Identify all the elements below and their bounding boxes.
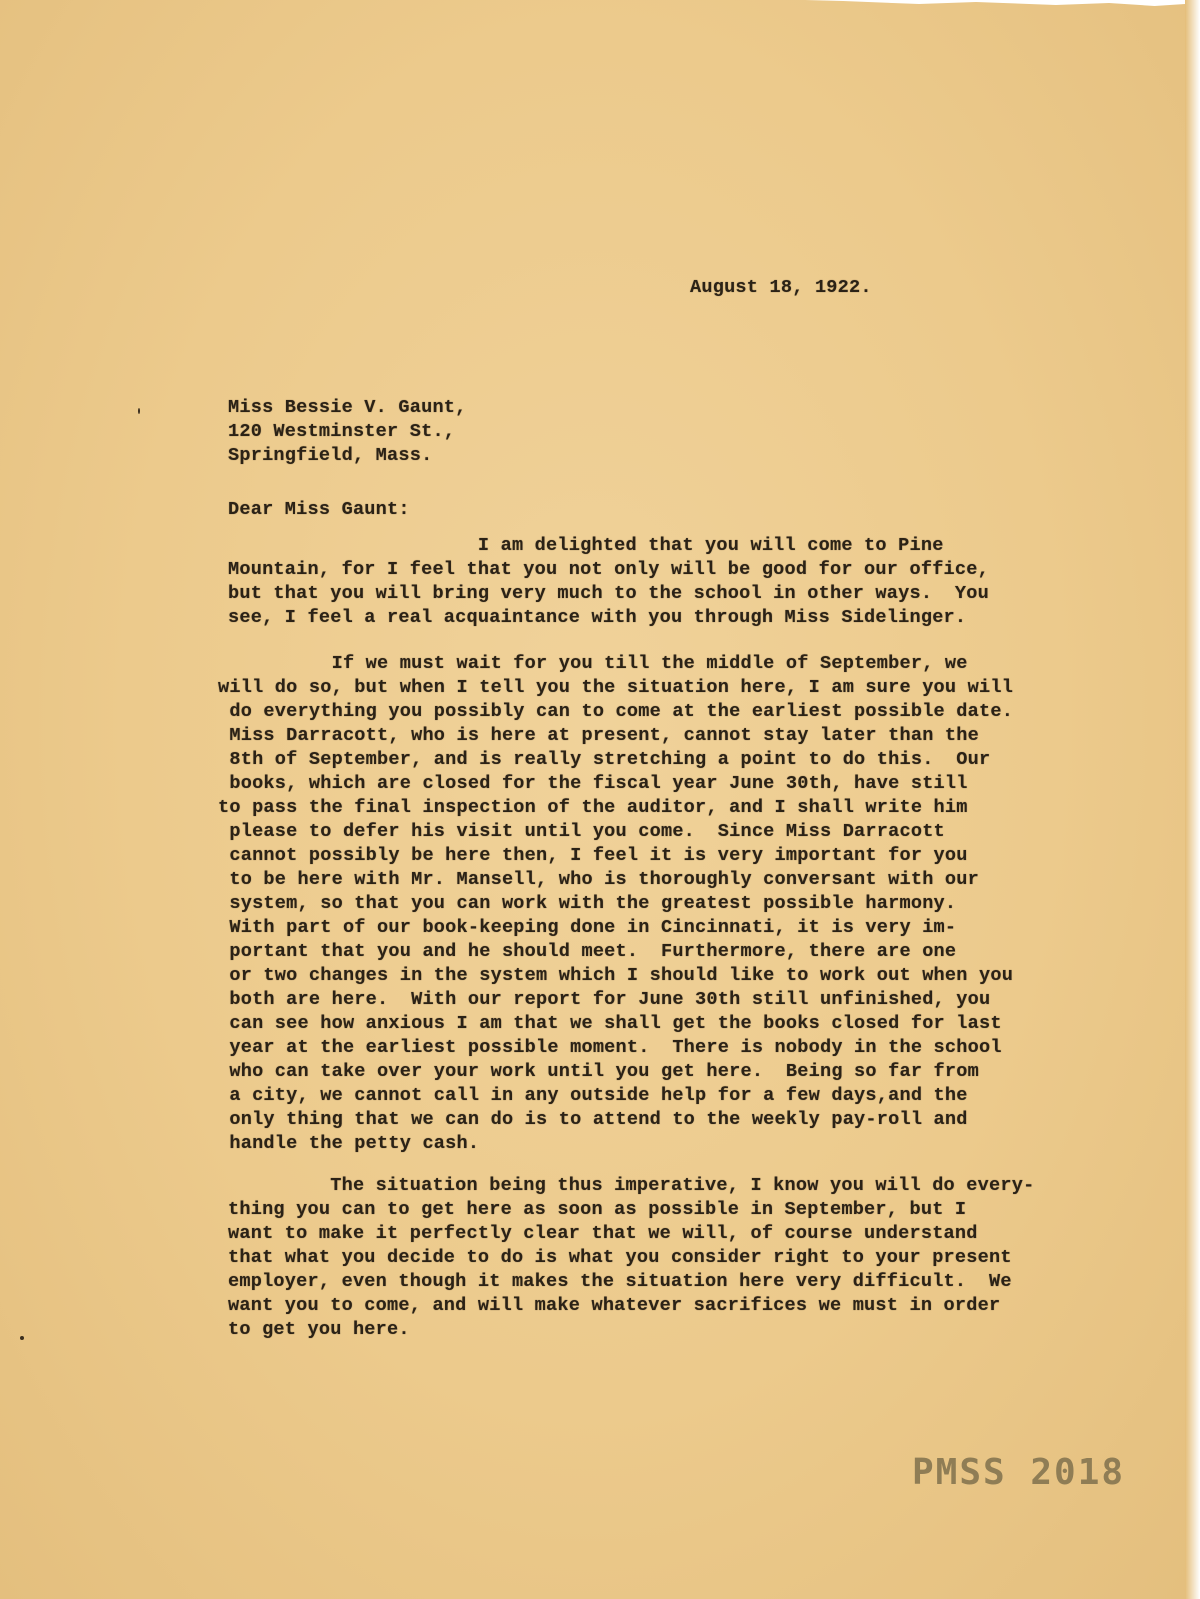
text-line: books, which are closed for the fiscal year June 30th, have still [218,773,968,794]
text-line: please to defer his visit until you come. Since Miss Darracott [218,821,945,842]
text-line: can see how anxious I am that we shall get the books closed for last [218,1013,1002,1034]
text-line: system, so that you can work with the greatest possible harmony. [218,893,957,914]
recipient-address [228,396,1185,468]
text-line: I am delighted that you will come to Pine [228,535,944,556]
text-line: but that you will bring very much to the school in other ways. You [228,583,989,604]
text-line: cannot possibly be here then, I feel it is very important for you [218,845,968,866]
text-line: thing you can to get here as soon as possible in September, but I [228,1199,967,1220]
text-line: to pass the final inspection of the auditor, and I shall write him [218,797,968,818]
text-line: If we must wait for you till the middle of September, we [218,653,968,674]
text-line: 8th of September, and is really stretching a point to do this. Our [218,749,991,770]
text-line: both are here. With our report for June 30th still unfinished, you [218,989,991,1010]
text-line: do everything you possibly can to come at the earliest possible date. [218,701,1014,722]
paragraph-1 [228,534,1185,630]
paper-speck [138,408,140,414]
text-line: want you to come, and will make whatever sacrifices we must in order [228,1295,1001,1316]
text-line: employer, even though it makes the situation here very difficult. We [228,1271,1012,1292]
text-line: With part of our book-keeping done in Cincinnati, it is very im- [218,917,957,938]
text-line: or two changes in the system which I should like to work out when you [218,965,1014,986]
text-line: Miss Darracott, who is here at present, cannot stay later than the [218,725,979,746]
paper-speck [20,1336,24,1340]
text-line: that what you decide to do is what you consider right to your present [228,1247,1012,1268]
paragraph-2 [218,652,1185,1156]
text-line: to get you here. [228,1319,410,1340]
archive-stamp: PMSS 2018 [912,1452,1126,1493]
text-line: Mountain, for I feel that you not only will be good for our office, [228,559,989,580]
text-line: a city, we cannot call in any outside help for a few days,and the [218,1085,968,1106]
address-line-name: Miss Bessie V. Gaunt, [228,397,467,418]
scan-edge [1185,0,1200,1599]
salutation: Dear Miss Gaunt: [228,499,410,520]
text-line: will do so, but when I tell you the situation here, I am sure you will [218,677,1014,698]
address-line-city: Springfield, Mass. [228,445,433,466]
letter-date: August 18, 1922. [690,277,872,298]
text-line: handle the petty cash. [218,1133,480,1154]
text-line: to be here with Mr. Mansell, who is thoroughly conversant with our [218,869,979,890]
text-line: portant that you and he should meet. Furthermore, there are one [218,941,957,962]
text-line: see, I feel a real acquaintance with you through Miss Sidelinger. [228,607,967,628]
text-line: year at the earliest possible moment. There is nobody in the school [218,1037,1002,1058]
address-line-street: 120 Westminster St., [228,421,456,442]
paragraph-3 [228,1174,1185,1342]
text-line: who can take over your work until you get here. Being so far from [218,1061,979,1082]
text-line: want to make it perfectly clear that we will, of course understand [228,1223,978,1244]
text-line: only thing that we can do is to attend to the weekly pay-roll and [218,1109,968,1130]
text-line: The situation being thus imperative, I know you will do every- [228,1175,1035,1196]
